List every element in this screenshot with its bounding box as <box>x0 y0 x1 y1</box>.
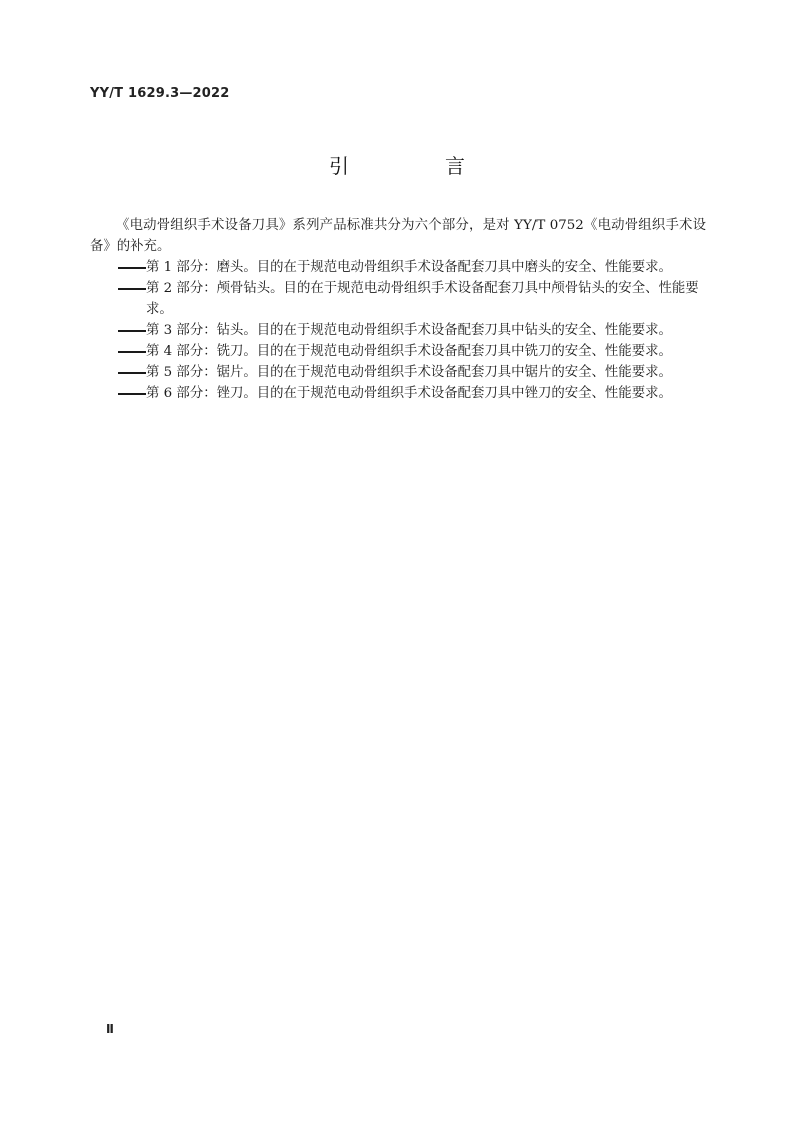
list-item-text: 第 1 部分：磨头。目的在于规范电动骨组织手术设备配套刀具中磨头的安全、性能要求。 <box>146 260 672 275</box>
list-item-text: 第 4 部分：铣刀。目的在于规范电动骨组织手术设备配套刀具中铣刀的安全、性能要求。 <box>146 344 672 359</box>
list-item-text: 第 2 部分：颅骨钻头。目的在于规范电动骨组织手术设备配套刀具中颅骨钻头的安全、性能要求。 <box>146 281 699 317</box>
list-item-text: 第 5 部分：锯片。目的在于规范电动骨组织手术设备配套刀具中锯片的安全、性能要求。 <box>146 365 672 380</box>
em-dash-bullet <box>118 393 146 395</box>
list-item <box>90 257 706 278</box>
list-item-text: 第 3 部分：钻头。目的在于规范电动骨组织手术设备配套刀具中钻头的安全、性能要求。 <box>146 323 672 338</box>
em-dash-bullet <box>118 288 146 290</box>
intro-paragraph: 《电动骨组织手术设备刀具》系列产品标准共分为六个部分，是对 YY/T 0752《电动骨组织手术设备》的补充。 <box>90 218 706 254</box>
em-dash-bullet <box>118 372 146 374</box>
document-body <box>90 215 706 404</box>
page-number: Ⅱ <box>106 1022 114 1036</box>
list-item-text: 第 6 部分：锉刀。目的在于规范电动骨组织手术设备配套刀具中锉刀的安全、性能要求。 <box>146 386 672 401</box>
list-item <box>90 320 706 341</box>
list-item <box>90 278 706 320</box>
parts-list <box>90 257 706 404</box>
page-title: 引 言 <box>329 154 503 178</box>
standard-code: YY/T 1629.3—2022 <box>90 86 230 101</box>
list-item <box>90 362 706 383</box>
list-item <box>90 341 706 362</box>
em-dash-bullet <box>118 330 146 332</box>
em-dash-bullet <box>118 351 146 353</box>
list-item <box>90 383 706 404</box>
em-dash-bullet <box>118 267 146 269</box>
